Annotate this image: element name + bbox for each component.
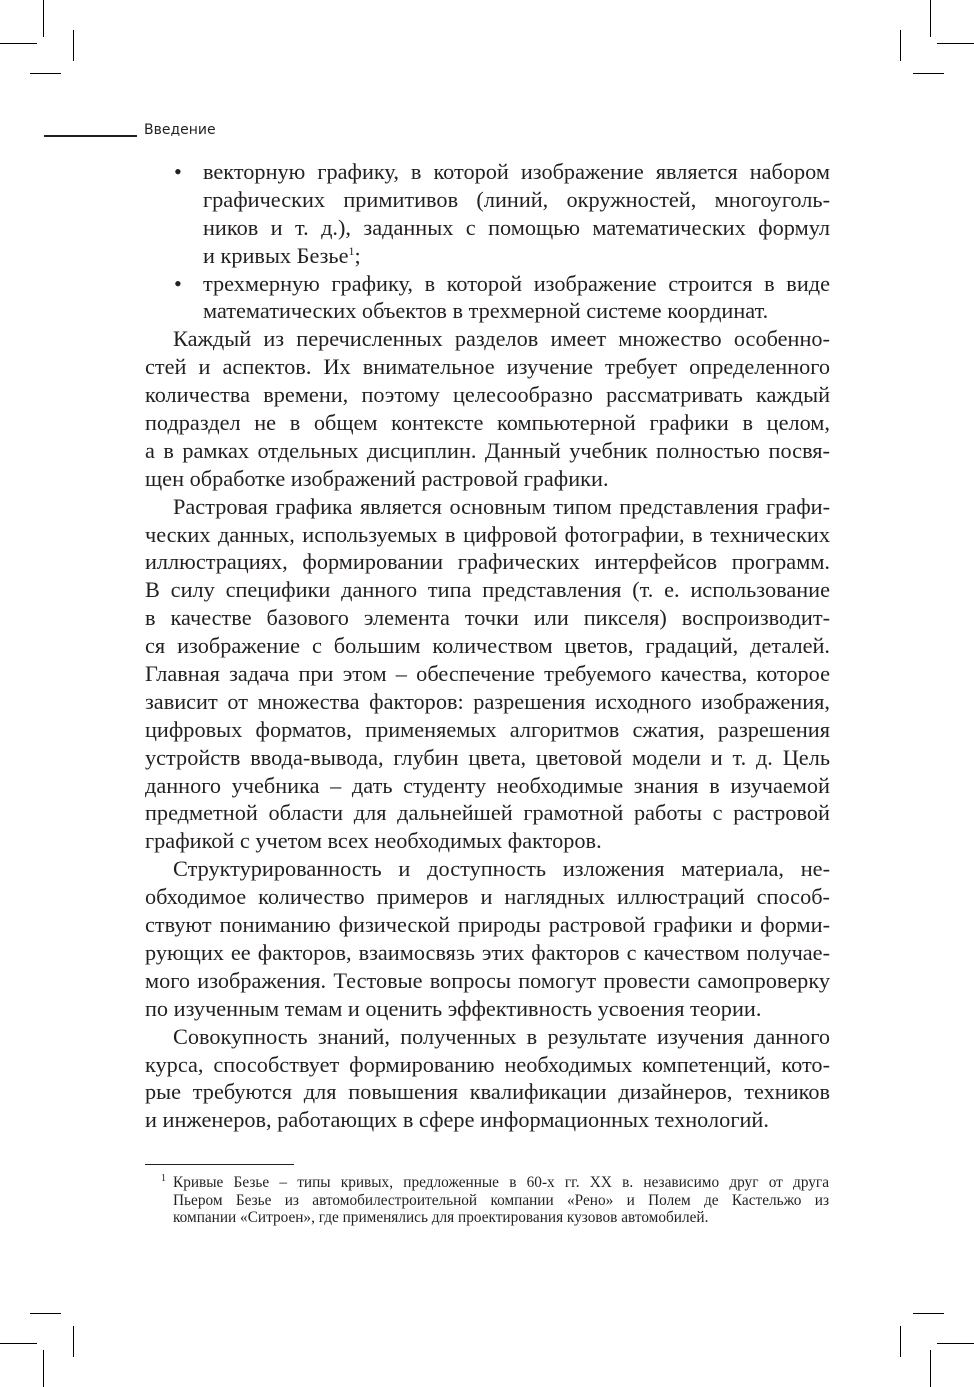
text-line: рующих ее факторов, взаимосвязь этих факторов с качеством получае-: [145, 939, 830, 965]
text-line: Главная задача при этом – обеспечение требуемого качества, которое: [145, 661, 830, 687]
text-line: по изученным темам и оценить эффективность усвоения теории.: [145, 995, 762, 1021]
footnote-line: Пьером Безье из автомобилестроительной компании «Рено» и Полем де Кастельжо из: [173, 1191, 829, 1209]
line-text: трехмерную графику, в которой изображение строится в виде: [203, 270, 830, 296]
bullet-item: [145, 270, 830, 326]
crop-mark: [913, 1313, 944, 1314]
footnote: [161, 1173, 829, 1227]
crop-mark: [43, 1350, 44, 1387]
bullet-icon: •: [174, 159, 182, 184]
crop-mark: [30, 1313, 61, 1314]
text-line: стей и аспектов. Их внимательное изучение требует определенного: [145, 354, 830, 380]
text-line: курса, способствует формированию необходимых компетенций, кото-: [145, 1051, 830, 1077]
text-line: данного учебника – дать студенту необходимые знания в изучаемой: [145, 772, 830, 798]
text-line: а в рамках отдельных дисциплин. Данный учебник полностью посвя-: [145, 437, 830, 463]
text-line: предметной области для дальнейшей грамотной работы с растровой: [145, 800, 830, 826]
text-line: В силу специфики данного типа представления (т. е. использование: [145, 577, 830, 603]
text-line: щен обработке изображений растровой графики.: [145, 465, 609, 491]
header-rule: [44, 135, 137, 137]
text-line: [203, 297, 830, 325]
text-line: графикой с учетом всех необходимых факторов.: [145, 828, 602, 854]
crop-mark: [937, 1343, 974, 1344]
footnote-line: Кривые Безье – типы кривых, предложенные в 60-х гг. XX в. независимо друг от друга: [173, 1174, 829, 1191]
paragraph: [145, 855, 830, 1022]
text-line: [203, 214, 830, 242]
bullet-icon: •: [174, 270, 182, 296]
text-line: количества времени, поэтому целесообразно рассматривать каждый: [145, 382, 830, 408]
line-text: математических объектов в трехмерной системе координат.: [203, 298, 769, 324]
line-text: ников и т. д.), заданных с помощью математических формул: [203, 214, 830, 240]
text-line: устройств ввода-вывода, глубин цвета, цветовой модели и т. д. Цель: [145, 744, 830, 770]
footnote-separator: [145, 1164, 294, 1165]
text-line: Каждый из перечисленных разделов имеет множество особенно-: [173, 326, 830, 352]
crop-mark: [43, 0, 44, 37]
text-line: Растровая графика является основным типом представления графи-: [173, 493, 830, 519]
text-line: в качестве базового элемента точки или пикселя) воспроизводит-: [145, 605, 830, 631]
text-line: подраздел не в общем контексте компьютерной графики в целом,: [145, 410, 830, 436]
text-line: ся изображение с большим количеством цветов, градаций, деталей.: [145, 633, 830, 659]
body-text: [145, 158, 830, 1134]
footnote-number: 1: [161, 1173, 166, 1184]
text-line: [203, 270, 830, 298]
bullet-item: [145, 158, 830, 270]
text-line: зависит от множества факторов: разрешения исходного изображения,: [145, 688, 830, 714]
crop-mark: [900, 30, 901, 61]
paragraph: [145, 325, 830, 492]
crop-mark: [930, 1350, 931, 1387]
text-line: [203, 186, 830, 214]
paragraph: [145, 1023, 830, 1135]
text-line: Совокупность знаний, полученных в результате изучения данного: [173, 1023, 830, 1049]
crop-mark: [900, 1326, 901, 1357]
text-line: мого изображения. Тестовые вопросы помогут провести самопроверку: [145, 967, 830, 993]
paragraph: [145, 493, 830, 856]
text-line: ствуют пониманию физической природы растровой графики и форми-: [145, 912, 830, 938]
text-line: обходимое количество примеров и наглядных иллюстраций способ-: [145, 884, 830, 910]
text-line: Структурированность и доступность изложения материала, не-: [173, 856, 830, 882]
line-text: графических примитивов (линий, окружностей, многоуголь-: [203, 186, 830, 212]
section-title: Введение: [144, 122, 216, 138]
crop-mark: [930, 0, 931, 37]
line-text: векторную графику, в которой изображение является набором: [203, 159, 830, 184]
crop-mark: [30, 73, 61, 74]
footnote-ref: 1: [348, 243, 355, 258]
crop-mark: [73, 30, 74, 61]
text-line: [203, 242, 830, 270]
crop-mark: [0, 43, 37, 44]
crop-mark: [937, 43, 974, 44]
text-line: рые требуются для повышения квалификации дизайнеров, техников: [145, 1079, 830, 1105]
line-text: и кривых Безье: [203, 242, 349, 268]
text-line: [203, 158, 830, 186]
text-line: цифровых форматов, применяемых алгоритмов сжатия, разрешения: [145, 716, 830, 742]
line-tail: ;: [354, 242, 361, 268]
crop-mark: [73, 1326, 74, 1357]
text-line: иллюстрациях, формировании графических интерфейсов программ.: [145, 549, 830, 575]
footnote-line: компании «Ситроен», где применялись для проектирования кузовов автомобилей.: [173, 1209, 709, 1227]
crop-mark: [0, 1343, 37, 1344]
text-line: и инженеров, работающих в сфере информационных технологий.: [145, 1107, 769, 1133]
text-line: ческих данных, используемых в цифровой фотографии, в технических: [145, 521, 830, 547]
crop-mark: [913, 73, 944, 74]
